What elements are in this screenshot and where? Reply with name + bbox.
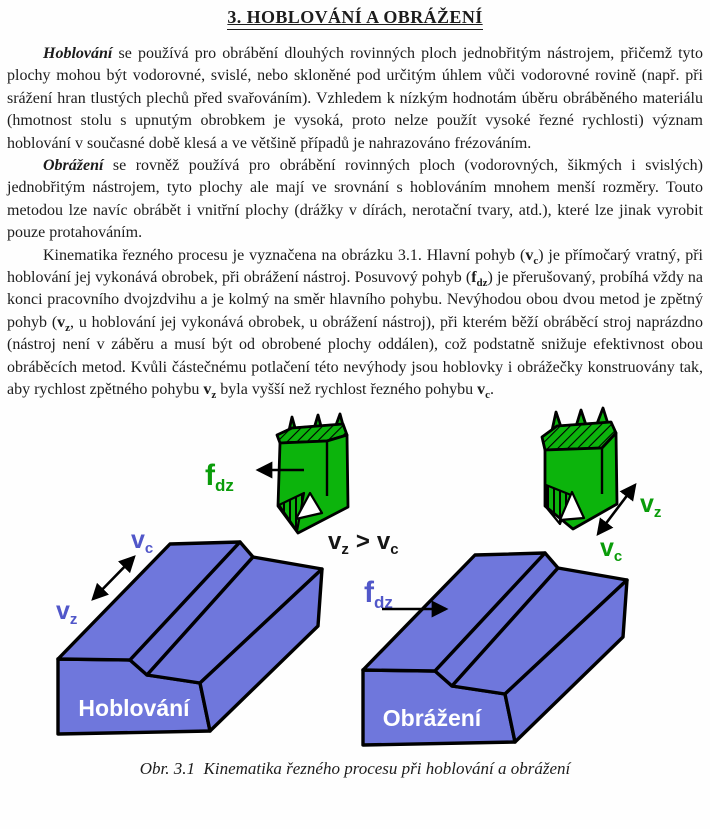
- paragraph-kinematika: Kinematika řezného procesu je vyznačena na obrázku 3.1. Hlavní pohyb $(v_c)$ je přímočarý vratný, při hoblování jej vykonává obrobek, při obrážení nástroj. Posuvový pohyb $(f_{dz})$ je přerušovaný, probíhá vždy na konci pracovního dvojzdvihu a je kolmý na směr hlavního pohybu. Nevýhodou obou dvou metod je zpětný pohyb ($v_z$, u hoblování jej vykonává obrobek, u obrážení nástroj), při kterém běží obráběcí stroj naprázdno (nástroj není v záběru a musí být od obrobené plochy oddálen), což podstatně snižuje efektivnost obou obráběcích metod. Kvůli částečnému potlačení této nevýhody jsou hoblovky i obrážečky konstruovány tak, aby rychlost zpětného pohybu $v_z$ byla vyšší než rychlost řezného pohybu $v_c$.: [7, 246, 704, 402]
- page-title: 3. HOBLOVÁNÍ A OBRÁŽENÍ: [227, 7, 482, 30]
- label-inequality: $v_z > v_c$: [328, 527, 399, 558]
- figure-illustration: [0, 404, 710, 756]
- paragraph-obrazeni: Obrážení se rovněž používá pro obrábění rovinných ploch (vodorovných, šikmých i svislých) jednobřitým nástrojem, tyto plochy ale mají ve srovnání s hoblováním mnohem menší rozměry. Touto metodou lze navíc obrábět i vnitřní plochy (drážky v dírách, nerotační tvary, atd.), které lze jinak vyrobit pouze protahováním.: [7, 157, 703, 242]
- shaping-group: [363, 408, 661, 745]
- label-fdz-right: $f_{dz}$: [364, 575, 393, 612]
- label-fdz-left: $f_{dz}$: [205, 458, 234, 495]
- label-vz-left: $v_z$: [56, 596, 78, 628]
- title-wrap: [0, 0, 710, 30]
- label-obrazeni: Obrážení: [382, 704, 482, 731]
- paragraph-hoblovani: Hoblování se používá pro obrábění dlouhých rovinných ploch jednobřitým nástrojem, přičemž tyto plochy mohou být vodorovné, svislé, nebo skloněné pod určitým úhlem vůči vodorovné rovině (např. při srážení hran tlustých plechů před svařováním). Vzhledem k nízkým hodnotám úběru obráběného materiálu (hmotnost stolu s upnutým obrobkem je vysoká, proto nelze použít vysoké řezné rychlosti) význam hoblování v současné době klesá a ve většině případů je nahrazováno frézováním.: [7, 45, 703, 152]
- label-vc-left: $v_c$: [131, 525, 154, 557]
- body-text: [0, 43, 710, 402]
- planing-tool-icon: [277, 414, 348, 533]
- label-vc-right: $v_c$: [600, 533, 623, 565]
- label-vz-right: $v_z$: [640, 489, 662, 521]
- label-hoblovani: Hoblování: [78, 694, 190, 721]
- figure-caption: Obr. 3.1 Kinematika řezného procesu při hoblování a obrážení: [139, 758, 571, 778]
- workpiece-hoblovani: [58, 542, 322, 734]
- kinematics-figure: [0, 404, 710, 756]
- planing-group: [56, 414, 348, 734]
- workpiece-obrazeni: [363, 553, 627, 745]
- shaping-tool-icon: [542, 408, 617, 529]
